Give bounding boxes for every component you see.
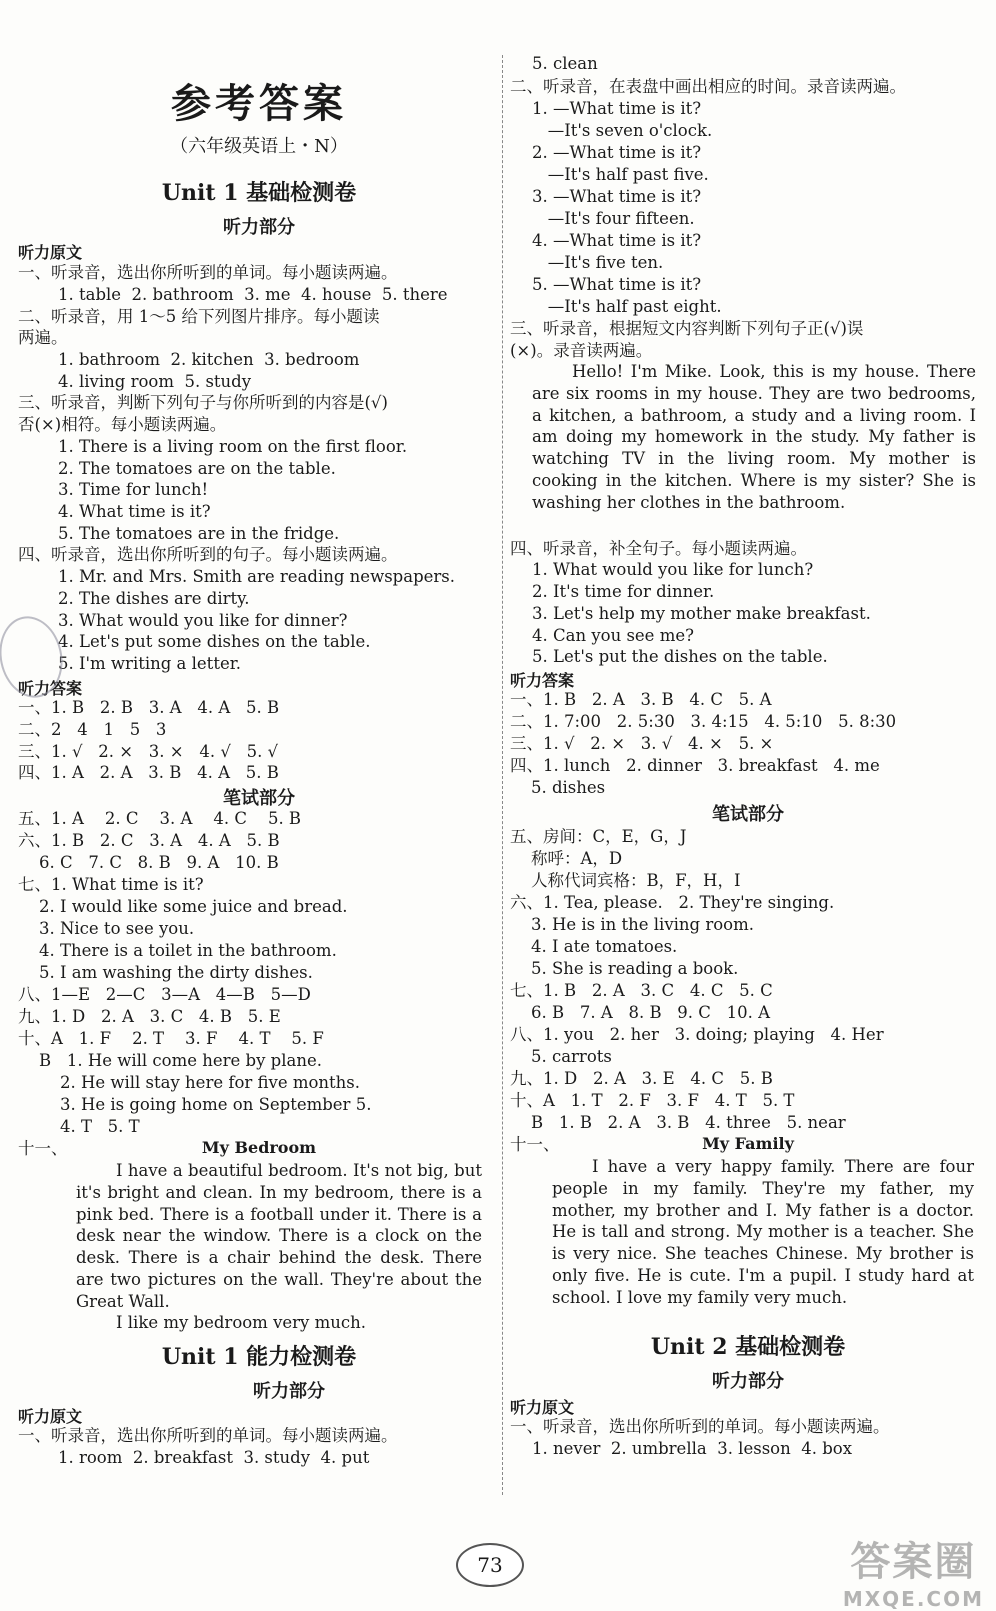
dialogue-line: 5. —What time is it?: [532, 275, 702, 294]
answer-row: 4. There is a toilet in the bathroom.: [18, 941, 337, 960]
question-instruction: 四、听录音，选出你所听到的句子。每小题读两遍。: [18, 545, 398, 564]
answer-row: 5. She is reading a book.: [510, 959, 739, 978]
watermark: [843, 1530, 984, 1611]
answer-line: 1. never 2. umbrella 3. lesson 4. box: [532, 1439, 853, 1458]
column-divider: [502, 55, 504, 1495]
answer-line: 1. room 2. breakfast 3. study 4. put: [58, 1448, 370, 1467]
transcript-label: 听力原文: [18, 1407, 83, 1426]
essay-text-end: I like my bedroom very much.: [116, 1313, 366, 1332]
passage-text: Hello! I'm Mike. Look, this is my house. There are six rooms in my house. They are two bedrooms, a kitchen, a bathroom, a study and a living room. I am doing my homework in the study. My father is watching TV in the living room. My mother is cooking in the kitchen. Where is my sister? She is washing her clothes in the bathroom.: [532, 362, 976, 512]
list-item: 5. Let's put the dishes on the table.: [532, 647, 828, 666]
list-item: 3. Let's help my mother make breakfast.: [532, 604, 871, 623]
list-item: 1. There is a living room on the first floor.: [58, 437, 408, 456]
list-item: 1. What would you like for lunch?: [532, 560, 814, 579]
answer-row: 一、1. B 2. A 3. B 4. C 5. A: [510, 690, 772, 709]
dialogue-line: —It's seven o'clock.: [532, 121, 713, 140]
dialogue-line: 1. —What time is it?: [532, 99, 702, 118]
dialogue-line: 4. —What time is it?: [532, 231, 702, 250]
unit-heading: Unit 1 能力检测卷: [161, 1344, 357, 1370]
section-heading: 笔试部分: [712, 804, 784, 825]
essay-text: I have a beautiful bedroom. It's not big, but it's bright and clean. In my bedroom, there is a pink bed. There is a football under it. There is a desk near the window. There is a clock on the desk. There is a chair behind the desk. There are two pictures on the wall. They're about the Great Wall.: [76, 1161, 482, 1311]
answer-row: B 1. He will come here by plane.: [18, 1051, 322, 1070]
question-instruction: 二、听录音，在表盘中画出相应的时间。录音读两遍。: [510, 77, 906, 96]
answer-row: 二、2 4 1 5 3: [18, 720, 167, 739]
question-instruction: 二、听录音，用 1～5 给下列图片排序。每小题读: [18, 307, 380, 326]
answer-row: 3. He is in the living room.: [510, 915, 755, 934]
dialogue-line: —It's half past five.: [532, 165, 709, 184]
answer-row: 六、1. B 2. C 3. A 4. A 5. B: [18, 831, 280, 850]
essay-text: I have a very happy family. There are four people in my family. They're my father, my mother, my brother and I. My father is a doctor. He is tall and strong. My mother is a teacher. She is very nice. She teaches Chinese. My brother is only five. He is cute. I'm a pupil. I study hard at school. I love my family very much.: [552, 1157, 974, 1307]
unit-heading: Unit 1 基础检测卷: [161, 180, 357, 206]
answer-row: 4. I ate tomatoes.: [510, 937, 678, 956]
dialogue-line: —It's four fifteen.: [532, 209, 695, 228]
dialogue-line: 3. —What time is it?: [532, 187, 702, 206]
question-instruction: 三、听录音，根据短文内容判断下列句子正(√)误: [510, 319, 864, 338]
answer-row: B 1. B 2. A 3. B 4. three 5. near: [510, 1113, 846, 1132]
essay-title: My Family: [702, 1134, 794, 1153]
answer-line: 1. bathroom 2. kitchen 3. bedroom: [58, 350, 360, 369]
answer-row: 四、1. A 2. A 3. B 4. A 5. B: [18, 763, 279, 782]
page-number: 73: [456, 1543, 524, 1587]
answer-row: 5. carrots: [510, 1047, 612, 1066]
answer-row: 七、1. What time is it?: [18, 875, 204, 894]
list-item: 3. Time for lunch!: [58, 480, 209, 499]
answer-row: 2. He will stay here for five months.: [18, 1073, 361, 1092]
question-instruction: 一、听录音，选出你所听到的单词。每小题读两遍。: [510, 1417, 890, 1436]
watermark-url: MXQE.COM: [842, 1587, 984, 1611]
page-subtitle: （六年级英语上・N）: [170, 136, 348, 157]
list-item: 2. The tomatoes are on the table.: [58, 459, 336, 478]
answers-label: 听力答案: [510, 671, 575, 690]
answer-row: 2. I would like some juice and bread.: [18, 897, 348, 916]
answer-row: 二、1. 7:00 2. 5:30 3. 4:15 4. 5:10 5. 8:30: [510, 712, 897, 731]
list-item: 4. What time is it?: [58, 502, 211, 521]
answer-row: 6. C 7. C 8. B 9. A 10. B: [18, 853, 279, 872]
list-item: 1. Mr. and Mrs. Smith are reading newspapers.: [58, 567, 455, 586]
answer-row: 十、A 1. T 2. F 3. F 4. T 5. T: [510, 1091, 795, 1110]
answer-row: 八、1. you 2. her 3. doing; playing 4. Her: [510, 1025, 884, 1044]
answer-row: 九、1. D 2. A 3. C 4. B 5. E: [18, 1007, 281, 1026]
transcript-label: 听力原文: [18, 243, 83, 262]
unit-heading: Unit 2 基础检测卷: [650, 1334, 846, 1360]
list-item: 2. The dishes are dirty.: [58, 589, 250, 608]
dialogue-line: —It's half past eight.: [532, 297, 722, 316]
answer-row: 一、1. B 2. B 3. A 4. A 5. B: [18, 698, 280, 717]
answer-row: 八、1—E 2—C 3—A 4—B 5—D: [18, 985, 311, 1004]
question-instruction: 四、听录音，补全句子。每小题读两遍。: [510, 539, 807, 558]
list-item: 4. Let's put some dishes on the table.: [58, 632, 371, 651]
dialogue-line: 2. —What time is it?: [532, 143, 702, 162]
question-instruction: 否(×)相符。每小题读两遍。: [18, 415, 227, 434]
list-item: 5. The tomatoes are in the fridge.: [58, 524, 340, 543]
answer-row: 七、1. B 2. A 3. C 4. C 5. C: [510, 981, 773, 1000]
answer-row: 人称代词宾格：B，F，H，I: [510, 871, 741, 890]
answer-row: 六、1. Tea, please. 2. They're singing.: [510, 893, 835, 912]
list-item: 4. Can you see me?: [532, 626, 694, 645]
list-item: 2. It's time for dinner.: [532, 582, 715, 601]
answer-row: 十、A 1. F 2. T 3. F 4. T 5. F: [18, 1029, 324, 1048]
essay-title: My Bedroom: [201, 1138, 317, 1157]
answer-row: 三、1. √ 2. × 3. √ 4. × 5. ×: [510, 734, 774, 753]
answer-row: 3. He is going home on September 5.: [18, 1095, 372, 1114]
section-heading: 听力部分: [712, 1371, 784, 1392]
question-instruction: 一、听录音，选出你所听到的单词。每小题读两遍。: [18, 1426, 398, 1445]
answer-row: 5. I am washing the dirty dishes.: [18, 963, 313, 982]
section-heading: 听力部分: [223, 217, 295, 238]
section-heading: 笔试部分: [223, 788, 295, 809]
answer-row: 5. dishes: [510, 778, 606, 797]
answer-line: 1. table 2. bathroom 3. me 4. house 5. there: [58, 285, 448, 304]
watermark-logo: 答案圈: [850, 1539, 977, 1585]
page-title: 参考答案: [171, 80, 347, 127]
answer-line: 4. living room 5. study: [58, 372, 252, 391]
answer-row: 3. Nice to see you.: [18, 919, 195, 938]
list-item: 3. What would you like for dinner?: [58, 611, 348, 630]
answers-label: 听力答案: [18, 679, 83, 698]
answer-line: 5. clean: [532, 54, 598, 73]
answer-row: 四、1. lunch 2. dinner 3. breakfast 4. me: [510, 756, 880, 775]
question-instruction: 三、听录音，判断下列句子与你所听到的内容是(√): [18, 393, 388, 412]
question-instruction: 一、听录音，选出你所听到的单词。每小题读两遍。: [18, 263, 398, 282]
section-heading: 听力部分: [253, 1381, 325, 1402]
answer-row: 三、1. √ 2. × 3. × 4. √ 5. √: [18, 742, 279, 761]
question-label: 十一、: [18, 1139, 68, 1158]
answer-row: 4. T 5. T: [18, 1117, 140, 1136]
answer-row: 6. B 7. A 8. B 9. C 10. A: [510, 1003, 771, 1022]
answer-row: 五、房间：C，E，G，J: [510, 827, 687, 846]
list-item: 5. I'm writing a letter.: [58, 654, 242, 673]
answer-row: 称呼：A，D: [510, 849, 623, 868]
question-label: 十一、: [510, 1135, 560, 1154]
answer-row: 五、1. A 2. C 3. A 4. C 5. B: [18, 809, 302, 828]
dialogue-line: —It's five ten.: [532, 253, 664, 272]
answer-row: 九、1. D 2. A 3. E 4. C 5. B: [510, 1069, 773, 1088]
question-instruction: (×)。录音读两遍。: [510, 341, 653, 360]
question-instruction: 两遍。: [18, 328, 68, 347]
transcript-label: 听力原文: [510, 1398, 575, 1417]
